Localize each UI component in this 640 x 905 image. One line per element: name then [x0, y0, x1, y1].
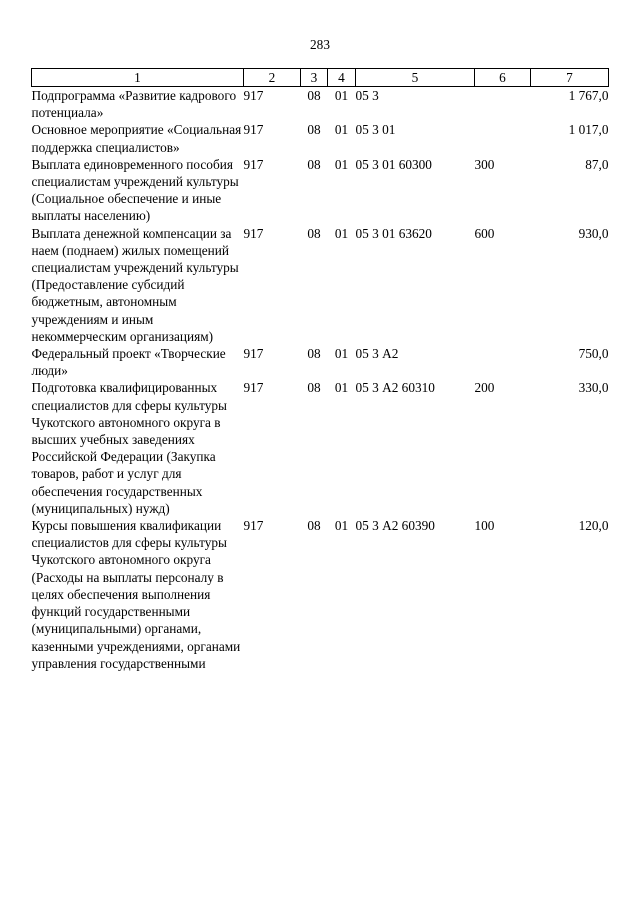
- header-cell-3: 3: [301, 69, 328, 87]
- row-sum: 1 767,0: [568, 88, 609, 103]
- table-row: [32, 345, 609, 379]
- row-name: Курсы повышения квалификации специалистов для сферы культуры Чукотского автономного округа (Расходы на выплаты персоналу в целях обеспечения выполнения функций государственными (муниципальными) органами, казенными учреждениями, органами управления государственными: [31, 518, 241, 671]
- row-ved: 917: [243, 88, 264, 103]
- table-row: [32, 87, 609, 122]
- row-csr: 05 3 01 60300: [355, 156, 432, 172]
- row-rz: 08: [307, 380, 321, 396]
- row-sum: 330,0: [578, 380, 609, 396]
- row-csr: 05 3 А2: [355, 346, 399, 362]
- row-pr: 01: [334, 88, 349, 103]
- row-pr: 01: [334, 156, 349, 172]
- table-row: [32, 517, 609, 672]
- row-name: Федеральный проект «Творческие люди»: [31, 346, 226, 379]
- row-sum: 750,0: [578, 346, 609, 362]
- row-vr: [475, 121, 531, 155]
- row-ved: 917: [243, 518, 264, 534]
- row-pr: 01: [334, 518, 349, 534]
- table-row: [32, 379, 609, 517]
- row-ved: 917: [243, 346, 264, 362]
- table-body: [32, 87, 609, 672]
- row-ved: 917: [243, 122, 264, 138]
- row-vr: 100: [474, 518, 495, 534]
- table-header: [32, 69, 609, 87]
- row-name: Подпрограмма «Развитие кадрового потенциала»: [31, 88, 237, 121]
- row-csr: 05 3 01 63620: [355, 225, 432, 241]
- row-rz: 08: [307, 156, 321, 172]
- row-rz: 08: [307, 225, 321, 241]
- row-csr: 05 3 А2 60310: [355, 380, 435, 396]
- row-pr: 01: [334, 380, 349, 396]
- header-cell-4: 4: [328, 69, 356, 87]
- row-sum: 1 017,0: [568, 122, 609, 138]
- row-rz: 08: [307, 122, 321, 138]
- table-row: [32, 121, 609, 155]
- row-rz: 08: [307, 346, 321, 362]
- table-row: [32, 156, 609, 225]
- row-vr: 300: [474, 156, 495, 172]
- row-rz: 08: [307, 88, 321, 103]
- row-sum: 87,0: [585, 156, 609, 172]
- row-name: Подготовка квалифицированных специалистов для сферы культуры Чукотского автономного округа в высших учебных заведениях Российской Федерации (Закупка товаров, работ и услуг для обеспечения государственных (муниципальных) нужд): [31, 380, 227, 516]
- row-pr: 01: [334, 122, 349, 138]
- row-ved: 917: [243, 380, 264, 396]
- header-cell-6: 6: [475, 69, 531, 87]
- table-row: [32, 225, 609, 345]
- row-name: Выплата единовременного пособия специалистам учреждений культуры (Социальное обеспечение и иные выплаты населению): [31, 156, 239, 224]
- row-sum: 120,0: [578, 518, 609, 534]
- header-cell-7: 7: [531, 69, 609, 87]
- row-name: Выплата денежной компенсации за наем (поднаем) жилых помещений специалистам учреждений культуры (Предоставление субсидий бюджетным, автономным учреждениям и иным некоммерческим организациям): [31, 225, 239, 344]
- row-vr: 600: [474, 225, 495, 241]
- row-ved: 917: [243, 156, 264, 172]
- row-pr: 01: [334, 346, 349, 362]
- row-csr: 05 3: [355, 88, 379, 103]
- row-rz: 08: [307, 518, 321, 534]
- page-number: 283: [310, 37, 330, 52]
- row-name: Основное мероприятие «Социальная поддержка специалистов»: [31, 122, 242, 155]
- row-vr: [475, 345, 531, 379]
- row-vr: 200: [474, 380, 495, 396]
- header-cell-2: 2: [244, 69, 301, 87]
- header-cell-1: 1: [32, 69, 244, 87]
- header-cell-5: 5: [356, 69, 475, 87]
- row-pr: 01: [334, 225, 349, 241]
- row-csr: 05 3 А2 60390: [355, 518, 435, 534]
- row-sum: 930,0: [578, 225, 609, 241]
- budget-table: [31, 68, 609, 672]
- row-csr: 05 3 01: [355, 122, 396, 138]
- row-vr: [475, 87, 531, 122]
- row-ved: 917: [243, 225, 264, 241]
- header-row: [32, 69, 609, 87]
